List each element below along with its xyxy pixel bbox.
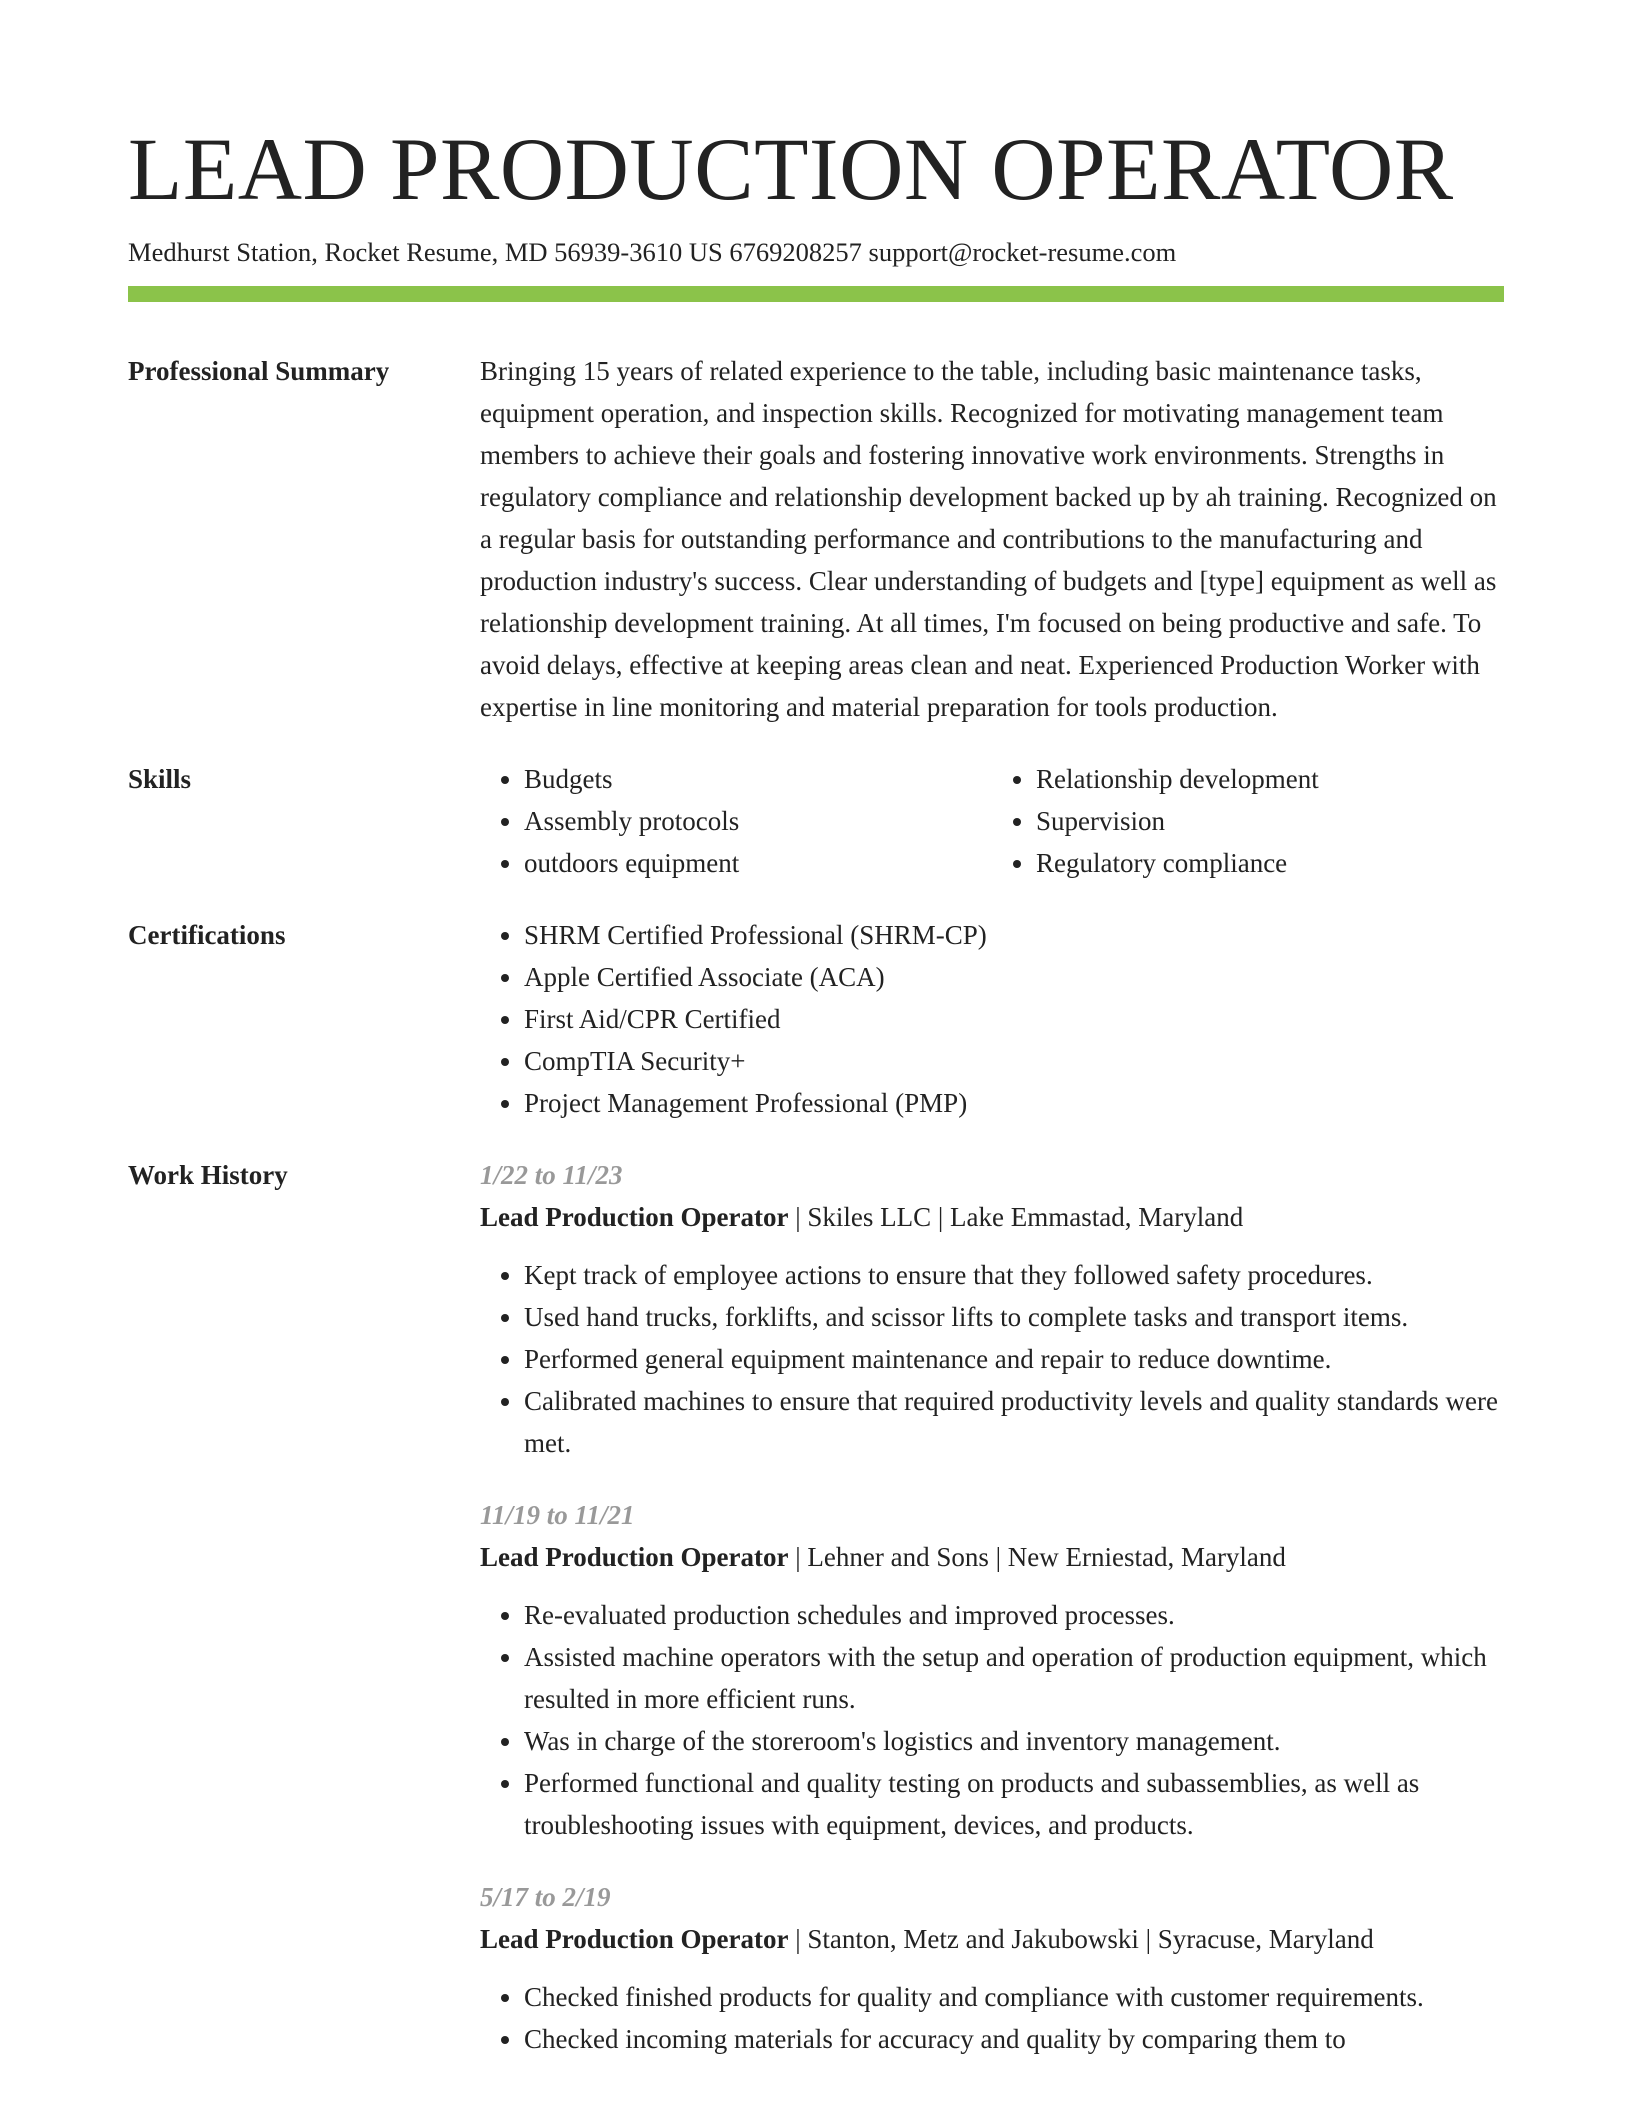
skill-item: • Regulatory compliance	[1036, 842, 1504, 884]
job-entry	[480, 1154, 1504, 1464]
certifications-section	[128, 914, 1504, 1124]
job-title-line	[480, 1536, 1504, 1578]
certification-item: • Project Management Professional (PMP)	[524, 1082, 1504, 1124]
job-title: Lead Production Operator	[480, 1542, 789, 1572]
skill-item: • Relationship development	[1036, 758, 1504, 800]
contact-address: Medhurst Station, Rocket Resume, MD 56939-3610 US	[128, 237, 723, 267]
job-bullets	[480, 1976, 1504, 2060]
job-bullets	[480, 1594, 1504, 1846]
contact-phone: 6769208257	[729, 237, 862, 267]
certification-item: • SHRM Certified Professional (SHRM-CP)	[524, 914, 1504, 956]
job-bullet: • Calibrated machines to ensure that required productivity levels and quality standards were met.	[524, 1380, 1504, 1464]
job-bullet: • Checked incoming materials for accuracy and quality by comparing them to	[524, 2018, 1504, 2060]
skills-section	[128, 758, 1504, 884]
skills-column-2	[992, 758, 1504, 884]
contact-line	[128, 234, 1504, 270]
certifications-list	[480, 914, 1504, 1124]
resume-header	[128, 118, 1504, 302]
job-bullet: • Used hand trucks, forklifts, and scissor lifts to complete tasks and transport items.	[524, 1296, 1504, 1338]
summary-section	[128, 350, 1504, 728]
skill-item: • Assembly protocols	[524, 800, 992, 842]
job-company-location: | Stanton, Metz and Jakubowski | Syracuse, Maryland	[788, 1924, 1374, 1954]
certification-item: • Apple Certified Associate (ACA)	[524, 956, 1504, 998]
job-entry	[480, 1494, 1504, 1846]
job-company-location: | Lehner and Sons | New Erniestad, Maryland	[788, 1542, 1286, 1572]
skill-item: • Budgets	[524, 758, 992, 800]
skill-item: • Supervision	[1036, 800, 1504, 842]
section-heading: Skills	[128, 764, 192, 794]
job-title-line	[480, 1196, 1504, 1238]
job-title-line	[480, 1918, 1504, 1960]
section-heading: Work History	[128, 1160, 288, 1190]
resume-sections	[128, 350, 1504, 2120]
job-bullet: • Checked finished products for quality and compliance with customer requirements.	[524, 1976, 1504, 2018]
job-bullet: • Was in charge of the storeroom's logistics and inventory management.	[524, 1720, 1504, 1762]
job-title: Lead Production Operator	[480, 1924, 789, 1954]
skill-item: • outdoors equipment	[524, 842, 992, 884]
job-bullet: • Performed general equipment maintenance and repair to reduce downtime.	[524, 1338, 1504, 1380]
job-company-location: | Skiles LLC | Lake Emmastad, Maryland	[788, 1202, 1244, 1232]
skills-column-1	[480, 758, 992, 884]
section-heading: Professional Summary	[128, 356, 390, 386]
job-dates: 1/22 to 11/23	[480, 1160, 623, 1190]
certification-item: • First Aid/CPR Certified	[524, 998, 1504, 1040]
job-bullet: • Performed functional and quality testing on products and subassemblies, as well as troubleshooting issues with equipment, devices, and products.	[524, 1762, 1504, 1846]
job-bullet: • Re-evaluated production schedules and improved processes.	[524, 1594, 1504, 1636]
job-dates: 5/17 to 2/19	[480, 1882, 611, 1912]
job-bullet: • Kept track of employee actions to ensure that they followed safety procedures.	[524, 1254, 1504, 1296]
accent-divider	[128, 286, 1504, 302]
section-heading: Certifications	[128, 920, 286, 950]
job-bullets	[480, 1254, 1504, 1464]
certification-item: • CompTIA Security+	[524, 1040, 1504, 1082]
skills-grid	[480, 758, 1504, 884]
job-bullet: • Assisted machine operators with the setup and operation of production equipment, which resulted in more efficient runs.	[524, 1636, 1504, 1720]
candidate-title: LEAD PRODUCTION OPERATOR	[128, 121, 1454, 219]
job-entry	[480, 1876, 1504, 2060]
job-dates: 11/19 to 11/21	[480, 1500, 635, 1530]
contact-email: support@rocket-resume.com	[868, 237, 1177, 267]
work-history-section	[128, 1154, 1504, 2090]
job-title: Lead Production Operator	[480, 1202, 789, 1232]
summary-text: Bringing 15 years of related experience to the table, including basic maintenance tasks, equipment operation, and inspection skills. Recognized for motivating management team members to achieve their goals and fostering innovative work environments. Strengths in regulatory compliance and relationship development backed up by ah training. Recognized on a regular basis for outstanding performance and contributions to the manufacturing and production industry's success. Clear understanding of budgets and [type] equipment as well as relationship development training. At all times, I'm focused on being productive and safe. To avoid delays, effective at keeping areas clean and neat. Experienced Production Worker with expertise in line monitoring and material preparation for tools production.	[480, 356, 1497, 722]
